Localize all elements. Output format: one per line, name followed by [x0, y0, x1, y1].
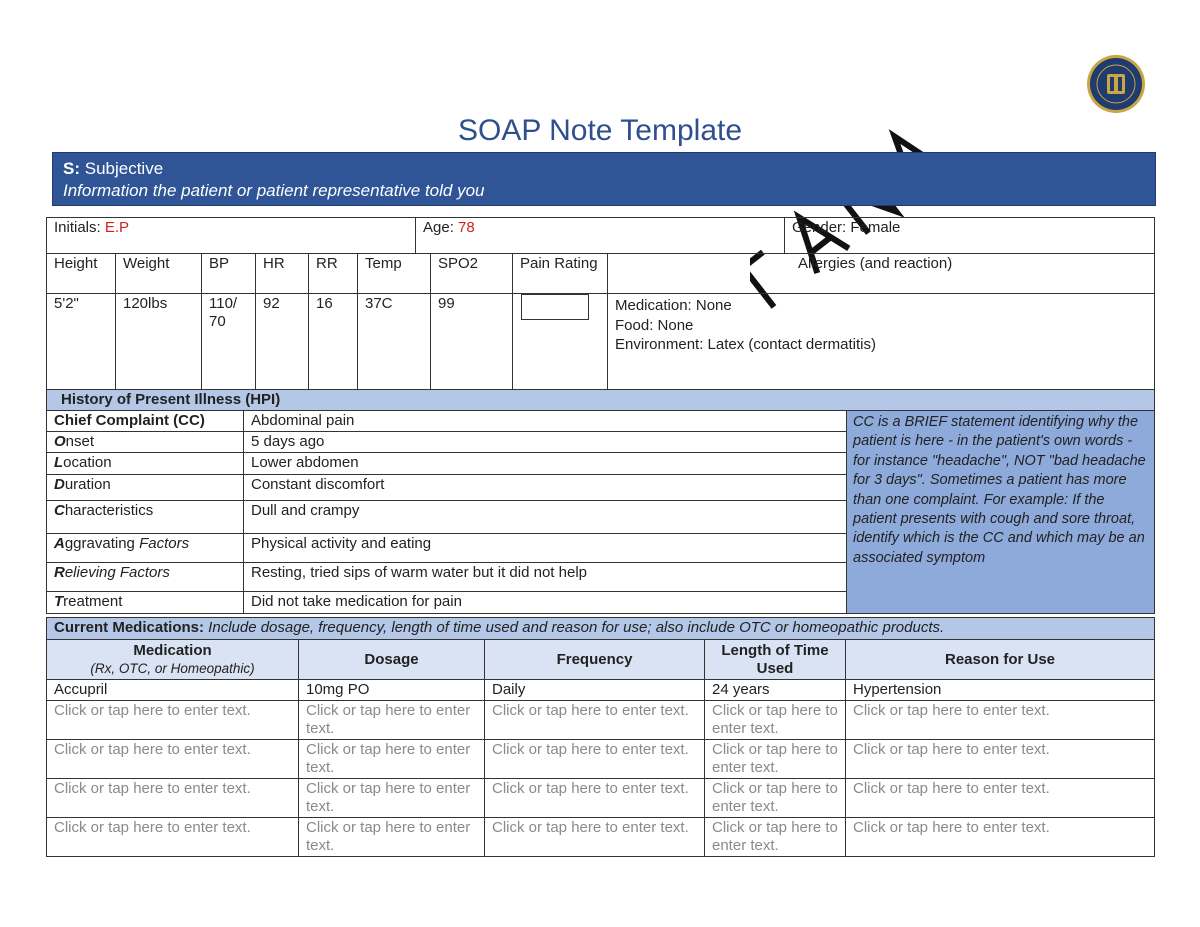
hpi-aggravating-rest-italic: Factors: [139, 535, 190, 552]
allergies-header: Allergies (and reaction): [608, 254, 1155, 294]
medications-header: [47, 618, 1155, 640]
hpi-aggravating-value[interactable]: Physical activity and eating: [244, 534, 847, 563]
pain-rating-cell: [513, 294, 608, 390]
allergy-environment: Environment: Latex (contact dermatitis): [615, 336, 876, 353]
hpi-aggravating-rest: ggravating: [64, 535, 140, 552]
med-length-placeholder[interactable]: Click or tap here to enter text.: [705, 701, 846, 740]
page-title: SOAP Note Template: [457, 114, 743, 147]
length-column-header: Length of Time Used: [705, 640, 846, 680]
hpi-characteristics-rest: haracteristics: [64, 502, 154, 519]
hpi-onset-label: [47, 432, 244, 453]
hpi-onset-initial: O: [54, 433, 66, 450]
med-frequency-placeholder[interactable]: Click or tap here to enter text.: [485, 818, 705, 857]
hpi-relieving-rest: elieving Factors: [64, 564, 170, 581]
hpi-treatment-rest: reatment: [63, 593, 123, 610]
hpi-characteristics-initial: C: [54, 502, 65, 519]
subjective-name: Subjective: [84, 159, 164, 178]
med-name-placeholder[interactable]: Click or tap here to enter text.: [47, 740, 299, 779]
age-cell[interactable]: [416, 218, 785, 254]
med-length-placeholder[interactable]: Click or tap here to enter text.: [705, 779, 846, 818]
height-value[interactable]: 5'2": [47, 294, 116, 390]
hpi-duration-label: [47, 475, 244, 501]
age-label: Age:: [423, 219, 459, 236]
med-reason-placeholder[interactable]: Click or tap here to enter text.: [846, 740, 1155, 779]
med-name-placeholder[interactable]: Click or tap here to enter text.: [47, 779, 299, 818]
subjective-letter: S:: [63, 159, 80, 178]
subjective-banner: [52, 152, 1156, 206]
hpi-aggravating-initial: A: [54, 535, 65, 552]
hpi-duration-initial: D: [54, 476, 65, 493]
spo2-value[interactable]: 99: [431, 294, 513, 390]
hpi-characteristics-label: [47, 501, 244, 534]
hpi-relieving-initial: R: [54, 564, 65, 581]
hpi-treatment-initial: T: [54, 593, 64, 610]
hpi-treatment-value[interactable]: Did not take medication for pain: [244, 592, 847, 614]
medications-table: [46, 617, 1155, 857]
bp-value[interactable]: 110/ 70: [202, 294, 256, 390]
med-reason-placeholder[interactable]: Click or tap here to enter text.: [846, 779, 1155, 818]
initials-label: Initials:: [54, 219, 105, 236]
med-reason-cell[interactable]: Hypertension: [846, 680, 1155, 701]
pain-rating-input[interactable]: [521, 294, 589, 320]
spo2-header: SPO2: [431, 254, 513, 294]
hpi-treatment-label: [47, 592, 244, 614]
cc-label: Chief Complaint (CC): [47, 411, 244, 432]
hpi-location-rest: ocation: [63, 454, 112, 471]
vitals-table: [46, 253, 1155, 390]
hpi-aggravating-label: [47, 534, 244, 563]
height-header: Height: [47, 254, 116, 294]
med-dosage-placeholder[interactable]: Click or tap here to enter text.: [299, 701, 485, 740]
med-name-placeholder[interactable]: Click or tap here to enter text.: [47, 701, 299, 740]
allergies-values[interactable]: [608, 294, 1155, 390]
age-value: 78: [458, 219, 475, 236]
hpi-onset-value[interactable]: 5 days ago: [244, 432, 847, 453]
university-seal-logo: [1086, 54, 1146, 114]
allergy-medication: Medication: None: [615, 297, 732, 314]
med-dosage-placeholder[interactable]: Click or tap here to enter text.: [299, 818, 485, 857]
initials-value: E.P: [104, 219, 130, 236]
med-frequency-cell[interactable]: Daily: [485, 680, 705, 701]
medication-column-title: Medication: [133, 641, 212, 659]
bp-header: BP: [202, 254, 256, 294]
rr-header: RR: [309, 254, 358, 294]
hpi-onset-rest: nset: [65, 433, 95, 450]
table-row: [47, 740, 1155, 779]
med-frequency-placeholder[interactable]: Click or tap here to enter text.: [485, 779, 705, 818]
dosage-column-header: Dosage: [299, 640, 485, 680]
reason-column-header: Reason for Use: [846, 640, 1155, 680]
table-row: [47, 818, 1155, 857]
table-row: [47, 680, 1155, 701]
pain-rating-header: Pain Rating: [513, 254, 608, 294]
med-dosage-placeholder[interactable]: Click or tap here to enter text.: [299, 779, 485, 818]
med-reason-placeholder[interactable]: Click or tap here to enter text.: [846, 818, 1155, 857]
hpi-characteristics-value[interactable]: Dull and crampy: [244, 501, 847, 534]
subjective-description: Information the patient or patient representative told you: [63, 181, 485, 200]
hpi-relieving-label: [47, 563, 244, 592]
temp-header: Temp: [358, 254, 431, 294]
hpi-relieving-value[interactable]: Resting, tried sips of warm water but it did not help: [244, 563, 847, 592]
hpi-location-initial: L: [54, 454, 64, 471]
med-length-cell[interactable]: 24 years: [705, 680, 846, 701]
med-length-placeholder[interactable]: Click or tap here to enter text.: [705, 818, 846, 857]
demographics-table: [46, 217, 1155, 254]
medication-column-header: [47, 640, 299, 680]
temp-value[interactable]: 37C: [358, 294, 431, 390]
weight-header: Weight: [116, 254, 202, 294]
hpi-header: History of Present Illness (HPI): [47, 390, 1155, 411]
med-frequency-placeholder[interactable]: Click or tap here to enter text.: [485, 701, 705, 740]
rr-value[interactable]: 16: [309, 294, 358, 390]
weight-value[interactable]: 120lbs: [116, 294, 202, 390]
cc-value[interactable]: Abdominal pain: [244, 411, 847, 432]
hpi-location-label: [47, 453, 244, 475]
initials-cell[interactable]: [47, 218, 416, 254]
med-reason-placeholder[interactable]: Click or tap here to enter text.: [846, 701, 1155, 740]
medications-header-note: Include dosage, frequency, length of time used and reason for use; also include OTC or homeopathic products.: [204, 619, 945, 636]
gender-cell[interactable]: Gender: Female: [785, 218, 1155, 254]
hpi-location-value[interactable]: Lower abdomen: [244, 453, 847, 475]
hr-value[interactable]: 92: [256, 294, 309, 390]
med-dosage-cell[interactable]: 10mg PO: [299, 680, 485, 701]
allergy-food: Food: None: [615, 316, 694, 334]
medication-column-subtitle: (Rx, OTC, or Homeopathic): [90, 660, 255, 676]
med-name-placeholder[interactable]: Click or tap here to enter text.: [47, 818, 299, 857]
hpi-duration-value[interactable]: Constant discomfort: [244, 475, 847, 501]
medications-header-label: Current Medications:: [54, 619, 205, 636]
med-dosage-placeholder[interactable]: Click or tap here to enter text.: [299, 740, 485, 779]
hr-header: HR: [256, 254, 309, 294]
med-length-placeholder[interactable]: Click or tap here to enter text.: [705, 740, 846, 779]
hpi-duration-rest: uration: [64, 476, 111, 493]
hpi-table: [46, 389, 1155, 614]
cc-note: CC is a BRIEF statement identifying why the patient is here - in the patient's own words - for instance "headache", NOT "bad headache for 3 days". Sometimes a patient has more than one complaint. For example: If the patient presents with cough and sore throat, identify which is the CC and which may be an associated symptom: [847, 411, 1155, 614]
table-row: [47, 779, 1155, 818]
frequency-column-header: Frequency: [485, 640, 705, 680]
table-row: [47, 701, 1155, 740]
med-name-cell[interactable]: Accupril: [47, 680, 299, 701]
med-frequency-placeholder[interactable]: Click or tap here to enter text.: [485, 740, 705, 779]
